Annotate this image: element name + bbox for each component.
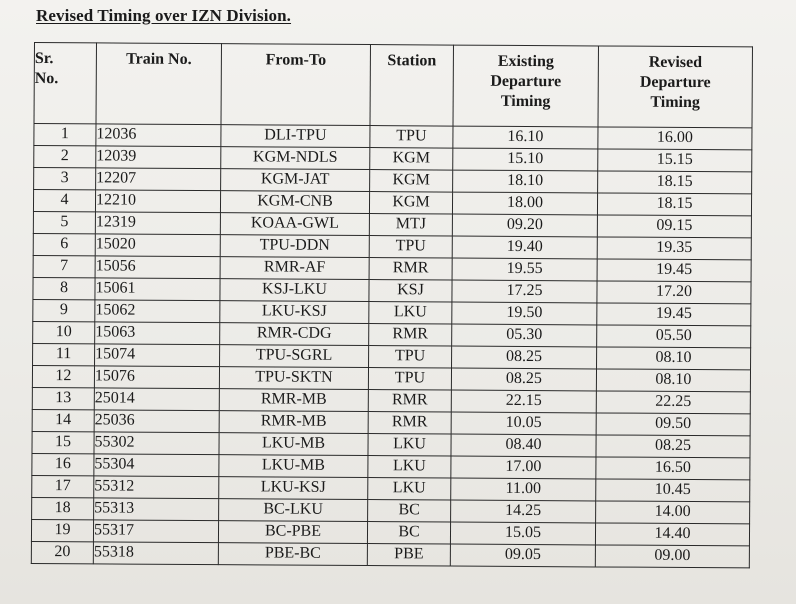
cell-station: TPU [369, 346, 452, 369]
cell-train-no: 55318 [93, 542, 218, 565]
cell-existing-timing: 10.05 [451, 412, 596, 435]
cell-existing-timing: 22.15 [451, 390, 596, 413]
header-from-to: From-To [221, 44, 370, 126]
cell-train-no: 55312 [94, 476, 219, 499]
cell-from-to: KOAA-GWL [220, 213, 369, 236]
cell-train-no: 25036 [94, 410, 219, 433]
cell-existing-timing: 18.00 [452, 192, 597, 215]
cell-existing-timing: 15.05 [450, 522, 595, 545]
cell-from-to: LKU-KSJ [219, 477, 368, 500]
cell-from-to: PBE-BC [218, 543, 367, 566]
cell-revised-timing: 15.15 [598, 149, 752, 172]
cell-train-no: 12319 [95, 212, 220, 235]
cell-from-to: RMR-MB [219, 389, 368, 412]
header-revised-line2: Departure [639, 73, 711, 92]
header-revised-timing [598, 46, 752, 128]
cell-train-no: 55302 [94, 432, 219, 455]
cell-train-no: 15076 [94, 366, 219, 389]
cell-revised-timing: 14.00 [596, 501, 750, 524]
cell-train-no: 15074 [95, 344, 220, 367]
cell-revised-timing: 18.15 [598, 171, 752, 194]
cell-station: RMR [369, 258, 452, 281]
cell-sr-no: 3 [34, 168, 96, 190]
cell-train-no: 15020 [95, 234, 220, 257]
cell-existing-timing: 19.40 [452, 236, 597, 259]
cell-sr-no: 10 [33, 321, 95, 343]
cell-station: LKU [368, 478, 451, 501]
cell-revised-timing: 16.00 [598, 127, 752, 150]
cell-existing-timing: 05.30 [452, 324, 597, 347]
table-body [31, 124, 752, 568]
cell-station: LKU [368, 434, 451, 457]
cell-existing-timing: 16.10 [453, 126, 598, 149]
cell-station: LKU [369, 302, 452, 325]
cell-sr-no: 2 [34, 146, 96, 168]
cell-existing-timing: 15.10 [453, 148, 598, 171]
cell-station: BC [368, 500, 451, 523]
cell-sr-no: 13 [32, 387, 94, 409]
cell-existing-timing: 09.20 [452, 214, 597, 237]
cell-revised-timing: 22.25 [596, 391, 750, 414]
cell-sr-no: 4 [33, 190, 95, 212]
header-sr-line2: No. [34, 70, 59, 88]
cell-revised-timing: 10.45 [596, 479, 750, 502]
cell-station: MTJ [369, 214, 452, 237]
cell-revised-timing: 09.50 [596, 413, 750, 436]
cell-sr-no: 5 [33, 211, 95, 233]
cell-from-to: DLI-TPU [221, 125, 370, 148]
table-header-row [34, 43, 752, 128]
cell-station: BC [367, 522, 450, 545]
cell-train-no: 55313 [94, 498, 219, 521]
header-station: Station [370, 45, 453, 127]
cell-sr-no: 9 [33, 299, 95, 321]
cell-station: KGM [369, 192, 452, 215]
cell-from-to: TPU-DDN [220, 235, 369, 258]
header-existing-line1: Existing [497, 52, 554, 71]
cell-station: PBE [367, 544, 450, 567]
cell-train-no: 15062 [95, 300, 220, 323]
cell-from-to: KGM-JAT [221, 169, 370, 192]
cell-sr-no: 11 [33, 343, 95, 365]
cell-revised-timing: 17.20 [597, 281, 751, 304]
header-train-no: Train No. [96, 43, 221, 125]
cell-existing-timing: 17.25 [452, 280, 597, 303]
cell-train-no: 25014 [94, 388, 219, 411]
cell-existing-timing: 11.00 [451, 478, 596, 501]
header-revised-line1: Revised [648, 53, 703, 72]
cell-from-to: TPU-SGRL [220, 345, 369, 368]
cell-revised-timing: 18.15 [597, 193, 751, 216]
cell-train-no: 12039 [96, 146, 221, 169]
cell-existing-timing: 08.25 [452, 346, 597, 369]
cell-existing-timing: 08.25 [451, 368, 596, 391]
cell-revised-timing: 14.40 [595, 523, 749, 546]
cell-sr-no: 12 [32, 365, 94, 387]
cell-station: LKU [368, 456, 451, 479]
cell-existing-timing: 08.40 [451, 434, 596, 457]
header-existing-timing [453, 45, 598, 127]
cell-sr-no: 19 [31, 519, 93, 541]
cell-train-no: 55317 [93, 520, 218, 543]
cell-revised-timing: 19.45 [597, 303, 751, 326]
cell-from-to: RMR-MB [219, 411, 368, 434]
cell-sr-no: 15 [32, 431, 94, 453]
cell-from-to: LKU-MB [219, 455, 368, 478]
cell-from-to: BC-LKU [219, 499, 368, 522]
cell-existing-timing: 19.50 [452, 302, 597, 325]
cell-from-to: BC-PBE [218, 521, 367, 544]
cell-revised-timing: 08.10 [596, 369, 750, 392]
cell-station: KGM [370, 148, 453, 171]
header-existing-line3: Timing [500, 92, 551, 111]
cell-from-to: RMR-CDG [220, 323, 369, 346]
cell-sr-no: 14 [32, 409, 94, 431]
cell-train-no: 15063 [95, 322, 220, 345]
cell-sr-no: 6 [33, 233, 95, 255]
cell-sr-no: 7 [33, 255, 95, 277]
cell-existing-timing: 19.55 [452, 258, 597, 281]
cell-train-no: 55304 [94, 454, 219, 477]
revised-timing-table [31, 42, 753, 568]
cell-station: TPU [370, 126, 453, 149]
cell-from-to: RMR-AF [220, 257, 369, 280]
cell-from-to: LKU-MB [219, 433, 368, 456]
cell-station: TPU [369, 236, 452, 259]
cell-revised-timing: 19.45 [597, 259, 751, 282]
cell-sr-no: 16 [32, 453, 94, 475]
cell-existing-timing: 17.00 [451, 456, 596, 479]
cell-sr-no: 20 [31, 541, 93, 563]
cell-revised-timing: 09.00 [595, 545, 749, 568]
cell-revised-timing: 08.10 [597, 347, 751, 370]
header-existing-line2: Departure [490, 72, 562, 91]
cell-train-no: 12210 [95, 190, 220, 213]
cell-station: RMR [368, 412, 451, 435]
table-row [31, 541, 749, 567]
header-sr-no [34, 43, 96, 124]
cell-sr-no: 17 [32, 475, 94, 497]
cell-from-to: KGM-CNB [220, 191, 369, 214]
cell-from-to: KSJ-LKU [220, 279, 369, 302]
cell-station: KGM [370, 170, 453, 193]
cell-existing-timing: 14.25 [451, 500, 596, 523]
cell-train-no: 12036 [96, 124, 221, 147]
document-title: Revised Timing over IZN Division. [36, 6, 292, 25]
cell-from-to: KGM-NDLS [221, 147, 370, 170]
cell-sr-no: 1 [34, 124, 96, 146]
cell-revised-timing: 08.25 [596, 435, 750, 458]
cell-sr-no: 8 [33, 277, 95, 299]
cell-sr-no: 18 [32, 497, 94, 519]
cell-train-no: 12207 [96, 168, 221, 191]
cell-station: RMR [369, 324, 452, 347]
cell-station: KSJ [369, 280, 452, 303]
cell-revised-timing: 19.35 [597, 237, 751, 260]
cell-revised-timing: 16.50 [596, 457, 750, 480]
cell-station: TPU [368, 368, 451, 391]
cell-from-to: TPU-SKTN [219, 367, 368, 390]
cell-revised-timing: 09.15 [597, 215, 751, 238]
cell-station: RMR [368, 390, 451, 413]
header-sr-line1: Sr. [34, 50, 54, 68]
cell-train-no: 15056 [95, 256, 220, 279]
cell-from-to: LKU-KSJ [220, 301, 369, 324]
cell-train-no: 15061 [95, 278, 220, 301]
cell-revised-timing: 05.50 [597, 325, 751, 348]
cell-existing-timing: 09.05 [450, 544, 595, 567]
header-revised-line3: Timing [650, 93, 700, 112]
cell-existing-timing: 18.10 [453, 170, 598, 193]
